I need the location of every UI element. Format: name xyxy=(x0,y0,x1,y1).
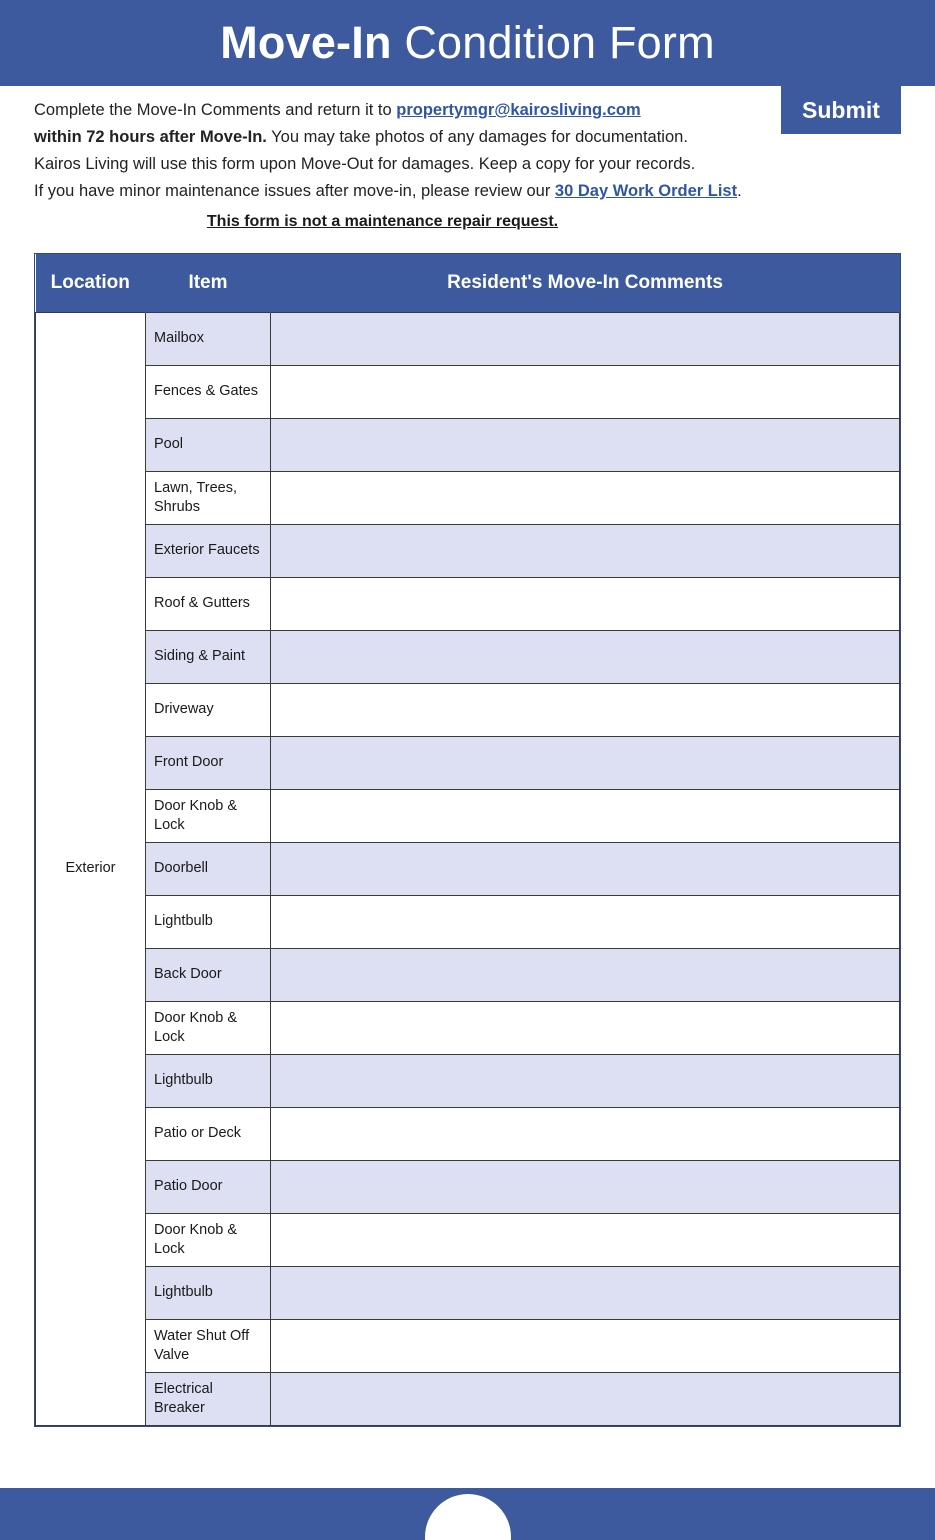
table-row xyxy=(36,577,900,630)
comment-cell[interactable] xyxy=(271,789,900,842)
comment-cell[interactable] xyxy=(271,1054,900,1107)
comment-cell[interactable] xyxy=(271,1372,900,1425)
form-notice: This form is not a maintenance repair request. xyxy=(206,213,559,230)
table-row xyxy=(36,471,900,524)
column-header-item: Item xyxy=(146,254,271,312)
column-header-comments: Resident's Move-In Comments xyxy=(271,254,900,312)
table-row xyxy=(36,842,900,895)
intro-block xyxy=(0,86,935,231)
comment-cell[interactable] xyxy=(271,418,900,471)
comment-cell[interactable] xyxy=(271,630,900,683)
table-row xyxy=(36,1054,900,1107)
item-cell: Pool xyxy=(146,418,271,471)
table-row xyxy=(36,1107,900,1160)
item-cell: Roof & Gutters xyxy=(146,577,271,630)
page-title-bold: Move-In xyxy=(220,17,392,68)
table-row xyxy=(36,1266,900,1319)
comment-cell[interactable] xyxy=(271,1107,900,1160)
table-row xyxy=(36,736,900,789)
location-cell-exterior: Exterior xyxy=(36,312,146,1425)
page-header xyxy=(0,0,935,86)
table-header-row xyxy=(36,254,900,312)
comment-cell[interactable] xyxy=(271,524,900,577)
table-row xyxy=(36,789,900,842)
table-row xyxy=(36,948,900,1001)
table-body xyxy=(36,312,900,1425)
item-cell: Exterior Faucets xyxy=(146,524,271,577)
item-cell: Siding & Paint xyxy=(146,630,271,683)
item-cell: Front Door xyxy=(146,736,271,789)
comment-cell[interactable] xyxy=(271,1266,900,1319)
item-cell: Patio Door xyxy=(146,1160,271,1213)
item-cell: Door Knob & Lock xyxy=(146,789,271,842)
table-row xyxy=(36,1160,900,1213)
comment-cell[interactable] xyxy=(271,577,900,630)
item-cell: Door Knob & Lock xyxy=(146,1213,271,1266)
table-row xyxy=(36,1213,900,1266)
intro-line-1 xyxy=(34,98,901,123)
table-row xyxy=(36,418,900,471)
item-cell: Patio or Deck xyxy=(146,1107,271,1160)
table-row xyxy=(36,1372,900,1425)
comment-cell[interactable] xyxy=(271,736,900,789)
item-cell: Electrical Breaker xyxy=(146,1372,271,1425)
page-title-light: Condition Form xyxy=(391,17,715,68)
item-cell: Lightbulb xyxy=(146,1054,271,1107)
item-cell: Door Knob & Lock xyxy=(146,1001,271,1054)
intro-line-4 xyxy=(34,179,901,204)
condition-table-wrapper xyxy=(34,253,901,1427)
item-cell: Doorbell xyxy=(146,842,271,895)
intro-line-4-text: If you have minor maintenance issues after move-in, please review our xyxy=(34,182,555,200)
item-cell: Driveway xyxy=(146,683,271,736)
item-cell: Lawn, Trees, Shrubs xyxy=(146,471,271,524)
item-cell: Fences & Gates xyxy=(146,365,271,418)
comment-cell[interactable] xyxy=(271,948,900,1001)
comment-cell[interactable] xyxy=(271,471,900,524)
condition-table xyxy=(35,254,900,1426)
comment-cell[interactable] xyxy=(271,365,900,418)
footer-notch-decoration xyxy=(425,1494,511,1540)
comment-cell[interactable] xyxy=(271,683,900,736)
item-cell: Mailbox xyxy=(146,312,271,365)
table-row xyxy=(36,365,900,418)
work-order-list-link[interactable]: 30 Day Work Order List xyxy=(554,182,738,200)
intro-line-2-text: You may take photos of any damages for documentation. xyxy=(266,128,688,146)
comment-cell[interactable] xyxy=(271,1001,900,1054)
comment-cell[interactable] xyxy=(271,1160,900,1213)
page-footer xyxy=(0,1488,935,1540)
table-row xyxy=(36,1319,900,1372)
table-row xyxy=(36,895,900,948)
comment-cell[interactable] xyxy=(271,895,900,948)
table-row xyxy=(36,524,900,577)
intro-line-2-bold: within 72 hours after Move-In. xyxy=(34,128,267,146)
item-cell: Back Door xyxy=(146,948,271,1001)
comment-cell[interactable] xyxy=(271,312,900,365)
comment-cell[interactable] xyxy=(271,1213,900,1266)
comment-cell[interactable] xyxy=(271,842,900,895)
comment-cell[interactable] xyxy=(271,1319,900,1372)
item-cell: Lightbulb xyxy=(146,895,271,948)
page-title xyxy=(220,17,715,69)
intro-line-1-text: Complete the Move-In Comments and return it to xyxy=(34,101,397,119)
submit-button[interactable]: Submit xyxy=(781,86,901,134)
column-header-location: Location xyxy=(36,254,146,312)
table-row xyxy=(36,630,900,683)
table-row xyxy=(36,683,900,736)
table-row xyxy=(36,312,900,365)
property-manager-email-link[interactable]: propertymgr@kairosliving.com xyxy=(396,101,641,119)
intro-line-4-end: . xyxy=(737,182,742,200)
intro-line-3: Kairos Living will use this form upon Move-Out for damages. Keep a copy for your records. xyxy=(34,155,696,173)
table-row xyxy=(36,1001,900,1054)
item-cell: Lightbulb xyxy=(146,1266,271,1319)
intro-line-2 xyxy=(34,125,901,150)
item-cell: Water Shut Off Valve xyxy=(146,1319,271,1372)
